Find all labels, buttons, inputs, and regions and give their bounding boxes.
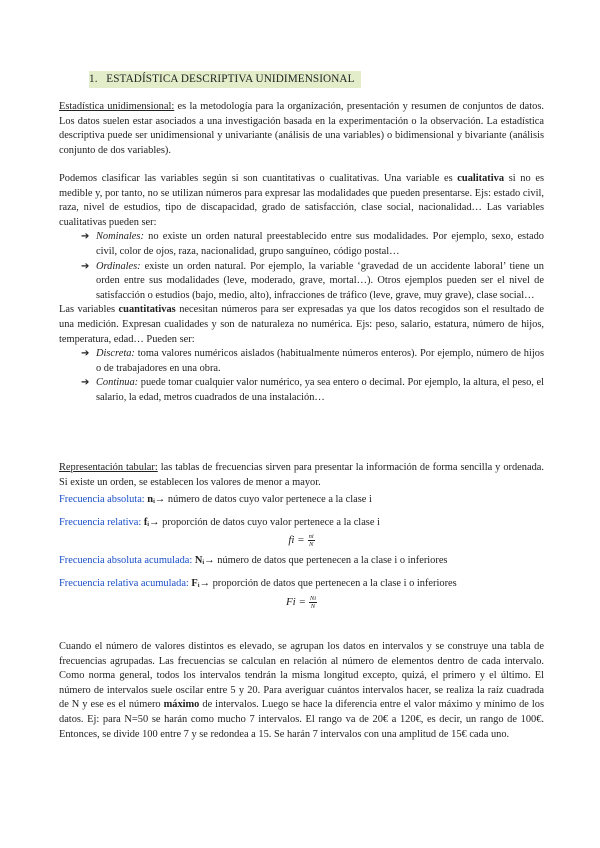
nominales-text: no existe un orden natural preestablecido entre sus modalidades. Por ejemplo, sexo, estado civil, color de ojos, raza, nacionalidad, grupo sanguíneo, código postal… — [96, 231, 544, 257]
cuantitativas-bold: cuantitativas — [118, 304, 176, 316]
tabular-text: las tablas de frecuencias sirven para presentar la información de forma sencilla y ordenada. Si existe un orden, se establecen los valores de menor a mayor. — [59, 462, 544, 488]
continua-text: puede tomar cualquier valor numérico, ya sea entero o decimal. Por ejemplo, la altura, el peso, el salario, la edad, metros cuadrados de una instalación… — [96, 377, 544, 403]
list-item-nominales — [59, 230, 544, 259]
continua-term: Continua: — [96, 377, 139, 389]
tabular-section — [59, 461, 544, 615]
freq-absoluta-label: Frecuencia absoluta: — [59, 494, 145, 506]
section-heading — [89, 71, 361, 88]
cuantitativas-text-a: Las variables — [59, 304, 119, 316]
formula-fi — [59, 533, 544, 548]
freq-abs-acum-symbol: Nᵢ — [194, 555, 205, 567]
tabular-paragraph — [59, 461, 544, 490]
formula-Fi-den: N — [310, 602, 316, 610]
freq-absoluta-acumulada — [59, 554, 544, 569]
cualitativas-section — [59, 172, 544, 406]
freq-relativa-symbol: fᵢ — [143, 516, 150, 528]
agrupadas-paragraph — [59, 640, 544, 742]
cualitativas-bold: cualitativa — [457, 173, 505, 184]
list-item-discreta — [59, 347, 544, 376]
formula-Fi-num: Ni — [309, 594, 317, 602]
agrupadas-text-a: Cuando el número de valores distintos es elevado, se agrupan los datos en intervalos y se construye una tabla de frecuencias agrupadas. Las frecuencias se calculan en relación al número de elementos dentro de cada intervalo. Como norma general, todos los intervalos tendrán la misma longitud excepto, quizá, el primero y el último. El número de intervalos suele oscilar entre 5 y 20. Para averiguar cuántos intervalos hacer, se realiza la raíz cuadrada de N y ese es el número — [59, 641, 544, 711]
formula-fi-lhs: fi = — [288, 534, 305, 547]
list-item-continua — [59, 376, 544, 405]
list-item-ordinales — [59, 260, 544, 304]
agrupadas-text-b: de intervalos. Luego se hace la diferencia entre el valor máximo y mínimo de los datos. Ej: para N=50 se harán como mucho 7 intervalos. El rango va de 20€ a 120€, es decir, un rango de 100€. Entonces, se divide 100 entre 7 y se redondea a 15. Se harán 7 intervalos con una amplitud de 15€ cada uno. — [59, 699, 544, 740]
freq-relativa — [59, 516, 544, 531]
freq-relativa-label: Frecuencia relativa: — [59, 516, 142, 528]
freq-relativa-text: → proporción de datos cuyo valor pertenece a la clase i — [149, 516, 380, 528]
cuantitativas-text-b: necesitan números para ser expresadas ya que los datos recogidos son el resultado de una medición. Expresan cualidades y son de naturaleza no numérica. Ejs: peso, salario, estatura, número de hijos, temperatura, edad… Pueden ser: — [59, 304, 545, 345]
freq-relativa-acumulada — [59, 577, 544, 592]
cuantitativas-paragraph — [59, 303, 544, 347]
formula-fi-num: ni — [308, 533, 314, 541]
intro-paragraph — [59, 100, 544, 158]
cualitativas-paragraph — [59, 172, 544, 230]
intro-text: es la metodología para la organización, presentación y resumen de conjuntos de datos. Los datos suelen estar asociados a una investigación basada en la experimentación o la observación. La estadística descriptiva puede ser unidimensional y univariante (análisis de una variables) o bidimensional y bivariante (análisis conjunto de dos variables). — [59, 101, 544, 156]
heading-number: 1. — [89, 73, 98, 85]
agrupadas-bold: máximo — [163, 699, 200, 711]
freq-abs-acum-text: → número de datos que pertenecen a la clase i o inferiores — [204, 555, 448, 567]
freq-rel-acum-text: → proporción de datos que pertenecen a la clase i o inferiores — [199, 577, 457, 589]
freq-rel-acum-label: Frecuencia relativa acumulada: — [59, 577, 189, 589]
freq-rel-acum-symbol: Fᵢ — [191, 577, 200, 589]
discreta-text: toma valores numéricos aislados (habitualmente números enteros). Por ejemplo, número de hijos o de trabajadores en una obra. — [96, 348, 544, 374]
nominales-term: Nominales: — [96, 231, 144, 243]
formula-Fi — [59, 595, 544, 610]
formula-Fi-lhs: Fi = — [285, 595, 306, 608]
freq-absoluta-text: → número de datos cuyo valor pertenece a la clase i — [154, 494, 372, 506]
freq-absoluta — [59, 493, 544, 508]
intro-term: Estadística unidimensional: — [59, 101, 175, 112]
freq-absoluta-symbol: nᵢ — [147, 494, 155, 506]
freq-abs-acum-label: Frecuencia absoluta acumulada: — [59, 555, 193, 567]
formula-fi-den: N — [308, 541, 314, 549]
heading-text: ESTADÍSTICA DESCRIPTIVA UNIDIMENSIONAL — [106, 73, 355, 85]
arrow-icon: ➔ — [81, 260, 90, 272]
ordinales-text: existe un orden natural. Por ejemplo, la variable ‘gravedad de un accidente laboral’ tiene un orden entre sus modalidades (leve, moderado, grave, mortal…). Otros ejemplos pueden ser el nivel de satisfacción o estudios (bajo, medio, alto), infracciones de tráfico (leve, grave, muy grave), clase social… — [96, 260, 544, 301]
cualitativas-text-b: si no es medible y, por tanto, no se utilizan números para expresar las modalidades que pueden presentarse. Ejs: estado civil, raza, nivel de estudios, tipo de discapacidad, grado de satisfacción, clase social, nacionalidad… Las variables cualitativas pueden ser: — [59, 173, 544, 228]
arrow-icon: ➔ — [81, 348, 90, 360]
tabular-term: Representación tabular: — [59, 462, 158, 473]
discreta-term: Discreta: — [96, 348, 135, 360]
ordinales-term: Ordinales: — [96, 260, 141, 272]
cualitativas-text-a: Podemos clasificar las variables según si son cuantitativas o cualitativas. Una variable es — [59, 173, 458, 184]
arrow-icon: ➔ — [81, 377, 90, 389]
arrow-icon: ➔ — [81, 231, 90, 243]
